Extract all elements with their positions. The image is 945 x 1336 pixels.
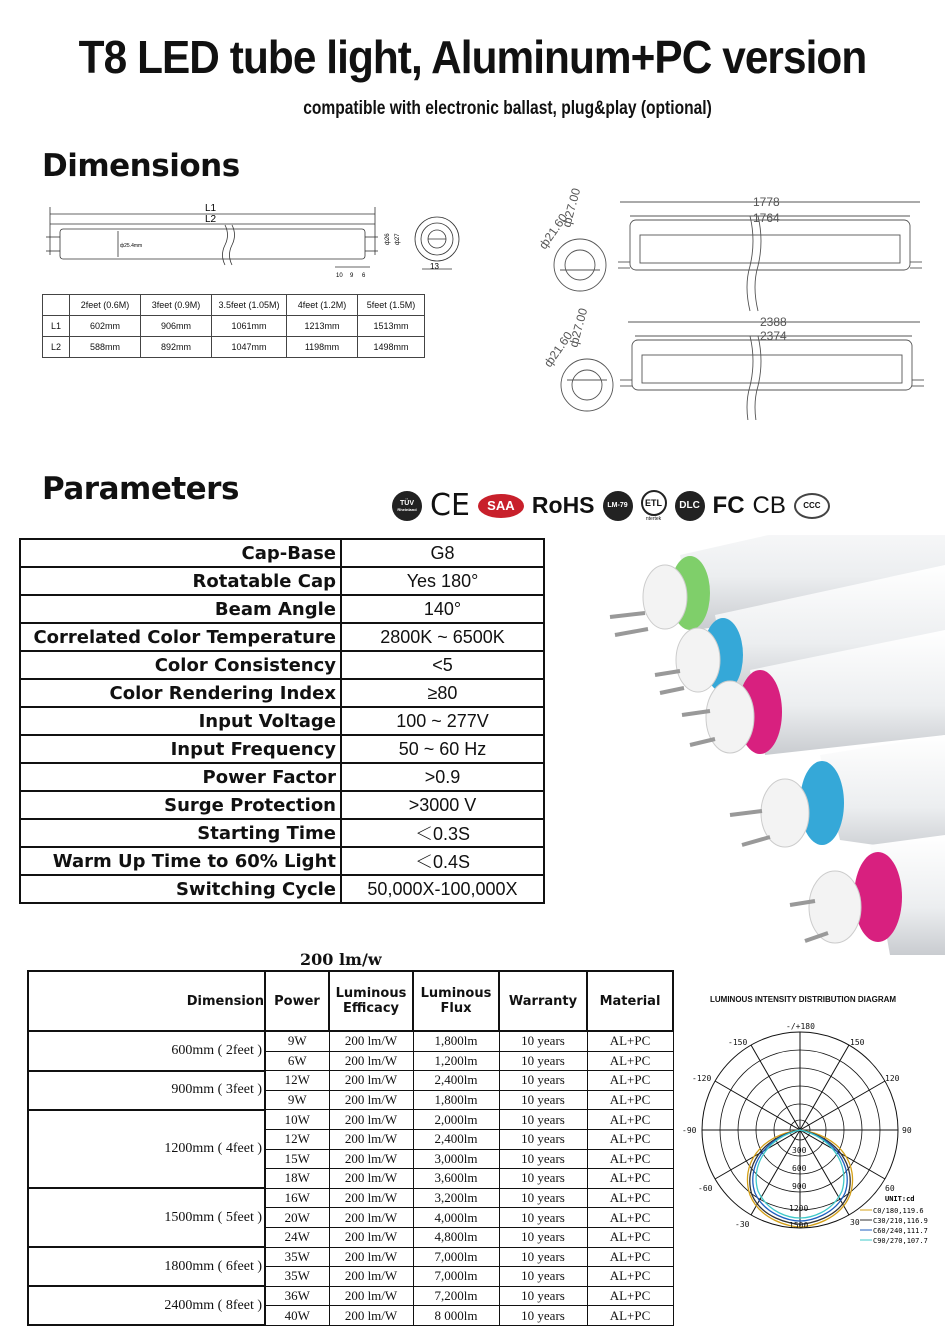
power-cell: 16W [265, 1188, 329, 1208]
flux-cell: 1,800lm [413, 1031, 499, 1051]
dim-cell: 892mm [141, 337, 212, 358]
efficacy-cell: 200 lm/W [329, 1227, 413, 1247]
material-cell: AL+PC [587, 1267, 673, 1287]
warranty-cell: 10 years [499, 1306, 587, 1326]
material-cell: AL+PC [587, 1071, 673, 1091]
spec-header-cell: Material [587, 971, 673, 1031]
efficacy-cell: 200 lm/W [329, 1071, 413, 1091]
table-row [20, 763, 544, 791]
power-cell: 35W [265, 1267, 329, 1287]
table-row [20, 875, 544, 903]
spec-table-caption: 200 lm/w [300, 950, 382, 969]
pin-dim-3: 6 [362, 273, 366, 279]
warranty-cell: 10 years [499, 1227, 587, 1247]
certification-logos [392, 488, 830, 523]
warranty-cell: 10 years [499, 1051, 587, 1071]
efficacy-cell: 200 lm/W [329, 1188, 413, 1208]
param-value: >0.9 [341, 763, 544, 791]
param-value: ≥80 [341, 679, 544, 707]
param-label: Surge Protection [20, 791, 341, 819]
table-row [20, 679, 544, 707]
warranty-cell: 10 years [499, 1247, 587, 1267]
dim-header-cell: 4feet (1.2M) [287, 295, 358, 316]
table-row [20, 623, 544, 651]
table-row [20, 595, 544, 623]
dim-cell: L2 [43, 337, 70, 358]
dim-header-cell: 2feet (0.6M) [70, 295, 141, 316]
table-row [28, 1188, 673, 1208]
warranty-cell: 10 years [499, 1169, 587, 1189]
radius-label: 1500 [789, 1221, 809, 1230]
angle-label: 60 [885, 1184, 895, 1193]
param-label: Correlated Color Temperature [20, 623, 341, 651]
dimension-cell: 1500mm ( 5feet ) [28, 1188, 265, 1247]
flux-cell: 7,000lm [413, 1247, 499, 1267]
material-cell: AL+PC [587, 1306, 673, 1326]
diameter-label: ф25.4mm [120, 243, 143, 249]
legend-c30: C30/210,116.9 [873, 1217, 928, 1225]
dim-cell: 1198mm [287, 337, 358, 358]
dim-8ft-d2: ф21.60 [540, 329, 576, 370]
tube-end-drawings [520, 180, 935, 420]
table-row [20, 847, 544, 875]
ccc-logo: CCC [794, 493, 830, 519]
param-value: 100 ~ 277V [341, 707, 544, 735]
table-row [20, 819, 544, 847]
power-cell: 12W [265, 1071, 329, 1091]
dimensions-heading: Dimensions [42, 148, 240, 184]
efficacy-cell: 200 lm/W [329, 1090, 413, 1110]
power-cell: 15W [265, 1149, 329, 1169]
page-subtitle: compatible with electronic ballast, plug&play (optional) [303, 98, 712, 119]
product-photo [590, 535, 945, 955]
legend-c60: C60/240,111.7 [873, 1227, 928, 1235]
parameters-table [19, 538, 545, 904]
side-dim: 13 [430, 262, 439, 271]
dim-cell: L1 [43, 316, 70, 337]
power-cell: 40W [265, 1306, 329, 1326]
efficacy-cell: 200 lm/W [329, 1129, 413, 1149]
angle-label: -90 [682, 1126, 697, 1135]
angle-label: 30 [850, 1218, 860, 1227]
warranty-cell: 10 years [499, 1129, 587, 1149]
efficacy-cell: 200 lm/W [329, 1267, 413, 1287]
dimension-cell: 900mm ( 3feet ) [28, 1071, 265, 1110]
material-cell: AL+PC [587, 1169, 673, 1189]
flux-cell: 3,600lm [413, 1169, 499, 1189]
angle-label: 90 [902, 1126, 912, 1135]
warranty-cell: 10 years [499, 1031, 587, 1051]
material-cell: AL+PC [587, 1208, 673, 1228]
dimension-cell: 1800mm ( 6feet ) [28, 1247, 265, 1286]
param-value: 140° [341, 595, 544, 623]
power-cell: 24W [265, 1227, 329, 1247]
table-row [20, 651, 544, 679]
material-cell: AL+PC [587, 1129, 673, 1149]
flux-cell: 1,800lm [413, 1090, 499, 1110]
dim-6ft-d1: ф27.00 [559, 186, 584, 229]
tube-5 [790, 835, 945, 955]
spec-table [27, 970, 674, 1326]
power-cell: 12W [265, 1129, 329, 1149]
dim-cell: 1498mm [358, 337, 425, 358]
param-value: ＜0.4S [341, 847, 544, 875]
table-row [28, 1071, 673, 1091]
param-value: >3000 V [341, 791, 544, 819]
param-label: Starting Time [20, 819, 341, 847]
param-value: 50 ~ 60 Hz [341, 735, 544, 763]
table-row [28, 1247, 673, 1267]
table-row [20, 567, 544, 595]
table-row [20, 539, 544, 567]
unit-label: UNIT:cd [885, 1195, 915, 1203]
angle-label: -30 [735, 1220, 750, 1229]
angle-label: -150 [728, 1038, 748, 1047]
warranty-cell: 10 years [499, 1110, 587, 1130]
param-label: Rotatable Cap [20, 567, 341, 595]
material-cell: AL+PC [587, 1051, 673, 1071]
flux-cell: 2,400lm [413, 1129, 499, 1149]
param-label: Cap-Base [20, 539, 341, 567]
dim-header-cell: 5feet (1.5M) [358, 295, 425, 316]
param-value: <5 [341, 651, 544, 679]
dim-6ft-d2: ф21.60 [535, 211, 571, 252]
efficacy-cell: 200 lm/W [329, 1051, 413, 1071]
tuv-logo: TÜV Rheinland [392, 491, 422, 521]
l2-label: L2 [205, 214, 217, 225]
spec-header-cell: Luminous Efficacy [329, 971, 413, 1031]
flux-cell: 2,000lm [413, 1110, 499, 1130]
efficacy-cell: 200 lm/W [329, 1169, 413, 1189]
dim-8ft-d1: ф27.00 [566, 306, 591, 349]
legend-c90: C90/270,107.7 [873, 1237, 928, 1245]
flux-cell: 8 000lm [413, 1306, 499, 1326]
param-label: Input Frequency [20, 735, 341, 763]
dim-header-cell: 3feet (0.9M) [141, 295, 212, 316]
param-label: Color Rendering Index [20, 679, 341, 707]
pin-dim-2: 9 [350, 273, 354, 279]
spec-header-cell: Luminous Flux [413, 971, 499, 1031]
dim-cell: 602mm [70, 316, 141, 337]
param-label: Beam Angle [20, 595, 341, 623]
material-cell: AL+PC [587, 1227, 673, 1247]
material-cell: AL+PC [587, 1110, 673, 1130]
table-row [20, 707, 544, 735]
dim-8ft-l2: 2374 [760, 329, 787, 343]
param-value: ＜0.3S [341, 819, 544, 847]
param-label: Power Factor [20, 763, 341, 791]
dim-cell: 588mm [70, 337, 141, 358]
radius-label: 600 [792, 1164, 807, 1173]
efficacy-cell: 200 lm/W [329, 1149, 413, 1169]
legend-c0: C0/180,119.6 [873, 1207, 924, 1215]
table-row [20, 791, 544, 819]
param-value: Yes 180° [341, 567, 544, 595]
param-label: Switching Cycle [20, 875, 341, 903]
material-cell: AL+PC [587, 1149, 673, 1169]
power-cell: 9W [265, 1090, 329, 1110]
param-value: 2800K ~ 6500K [341, 623, 544, 651]
param-value: G8 [341, 539, 544, 567]
power-cell: 9W [265, 1031, 329, 1051]
saa-logo: SAA [478, 494, 524, 518]
warranty-cell: 10 years [499, 1188, 587, 1208]
fc-logo: FC [712, 491, 745, 519]
dim-header-cell [43, 295, 70, 316]
dlc-logo: DLC [675, 491, 705, 521]
warranty-cell: 10 years [499, 1071, 587, 1091]
dim-cell: 1061mm [212, 316, 287, 337]
tube-dimension-drawing [40, 195, 480, 285]
dim-cell: 1047mm [212, 337, 287, 358]
efficacy-cell: 200 lm/W [329, 1031, 413, 1051]
dim-6ft-l2: 1764 [753, 211, 780, 225]
rohs-logo: RoHS [531, 492, 595, 518]
warranty-cell: 10 years [499, 1149, 587, 1169]
angle-label: 120 [885, 1074, 900, 1083]
dimension-table [42, 294, 425, 358]
flux-cell: 4,000lm [413, 1208, 499, 1228]
flux-cell: 3,000lm [413, 1149, 499, 1169]
power-cell: 20W [265, 1208, 329, 1228]
ce-logo: CE [430, 488, 470, 523]
dim-cell: 1513mm [358, 316, 425, 337]
radius-label: 300 [792, 1146, 807, 1155]
efficacy-cell: 200 lm/W [329, 1208, 413, 1228]
table-row [20, 735, 544, 763]
power-cell: 6W [265, 1051, 329, 1071]
page-title: T8 LED tube light, Aluminum+PC version [78, 31, 867, 83]
param-value: 50,000X-100,000X [341, 875, 544, 903]
material-cell: AL+PC [587, 1286, 673, 1306]
flux-cell: 4,800lm [413, 1227, 499, 1247]
dim-cell: 906mm [141, 316, 212, 337]
flux-cell: 2,400lm [413, 1071, 499, 1091]
dim-8ft-l1: 2388 [760, 315, 787, 329]
warranty-cell: 10 years [499, 1267, 587, 1287]
material-cell: AL+PC [587, 1090, 673, 1110]
power-cell: 18W [265, 1169, 329, 1189]
pin-dim-1: 10 [336, 273, 343, 279]
spec-header-cell: Power [265, 971, 329, 1031]
dim-6ft-l1: 1778 [753, 195, 780, 209]
flux-cell: 3,200lm [413, 1188, 499, 1208]
warranty-cell: 10 years [499, 1286, 587, 1306]
etl-logo: ETL ntertek [641, 490, 667, 522]
param-label: Warm Up Time to 60% Light [20, 847, 341, 875]
efficacy-cell: 200 lm/W [329, 1247, 413, 1267]
flux-cell: 7,200lm [413, 1286, 499, 1306]
material-cell: AL+PC [587, 1247, 673, 1267]
param-label: Color Consistency [20, 651, 341, 679]
angle-label: -/+180 [786, 1022, 815, 1031]
material-cell: AL+PC [587, 1188, 673, 1208]
dim-header-cell: 3.5feet (1.05M) [212, 295, 287, 316]
diagram-title: LUMINOUS INTENSITY DISTRIBUTION DIAGRAM [710, 995, 897, 1004]
power-cell: 35W [265, 1247, 329, 1267]
efficacy-cell: 200 lm/W [329, 1286, 413, 1306]
dimension-cell: 600mm ( 2feet ) [28, 1031, 265, 1071]
radius-label: 900 [792, 1182, 807, 1191]
material-cell: AL+PC [587, 1031, 673, 1051]
efficacy-cell: 200 lm/W [329, 1306, 413, 1326]
warranty-cell: 10 years [499, 1208, 587, 1228]
angle-label: -120 [692, 1074, 712, 1083]
luminous-intensity-diagram [680, 1015, 945, 1255]
warranty-cell: 10 years [499, 1090, 587, 1110]
power-cell: 36W [265, 1286, 329, 1306]
angle-label: -60 [698, 1184, 713, 1193]
table-row [28, 1286, 673, 1306]
lm79-logo: LM-79 [603, 491, 633, 521]
dimension-cell: 1200mm ( 4feet ) [28, 1110, 265, 1188]
cb-logo: CB [752, 491, 786, 519]
l1-label: L1 [205, 203, 217, 214]
power-cell: 10W [265, 1110, 329, 1130]
spec-header-cell: Dimension [28, 971, 265, 1031]
efficacy-cell: 200 lm/W [329, 1110, 413, 1130]
flux-cell: 1,200lm [413, 1051, 499, 1071]
angle-label: 150 [850, 1038, 865, 1047]
parameters-heading: Parameters [42, 471, 239, 507]
flux-cell: 7,000lm [413, 1267, 499, 1287]
radius-label: 1200 [789, 1204, 809, 1213]
table-row [28, 1031, 673, 1051]
dimension-cell: 2400mm ( 8feet ) [28, 1286, 265, 1325]
table-row [28, 1110, 673, 1130]
d27-label: ф27 [395, 233, 401, 245]
dim-cell: 1213mm [287, 316, 358, 337]
d26-label: ф26 [385, 233, 391, 245]
param-label: Input Voltage [20, 707, 341, 735]
spec-header-cell: Warranty [499, 971, 587, 1031]
